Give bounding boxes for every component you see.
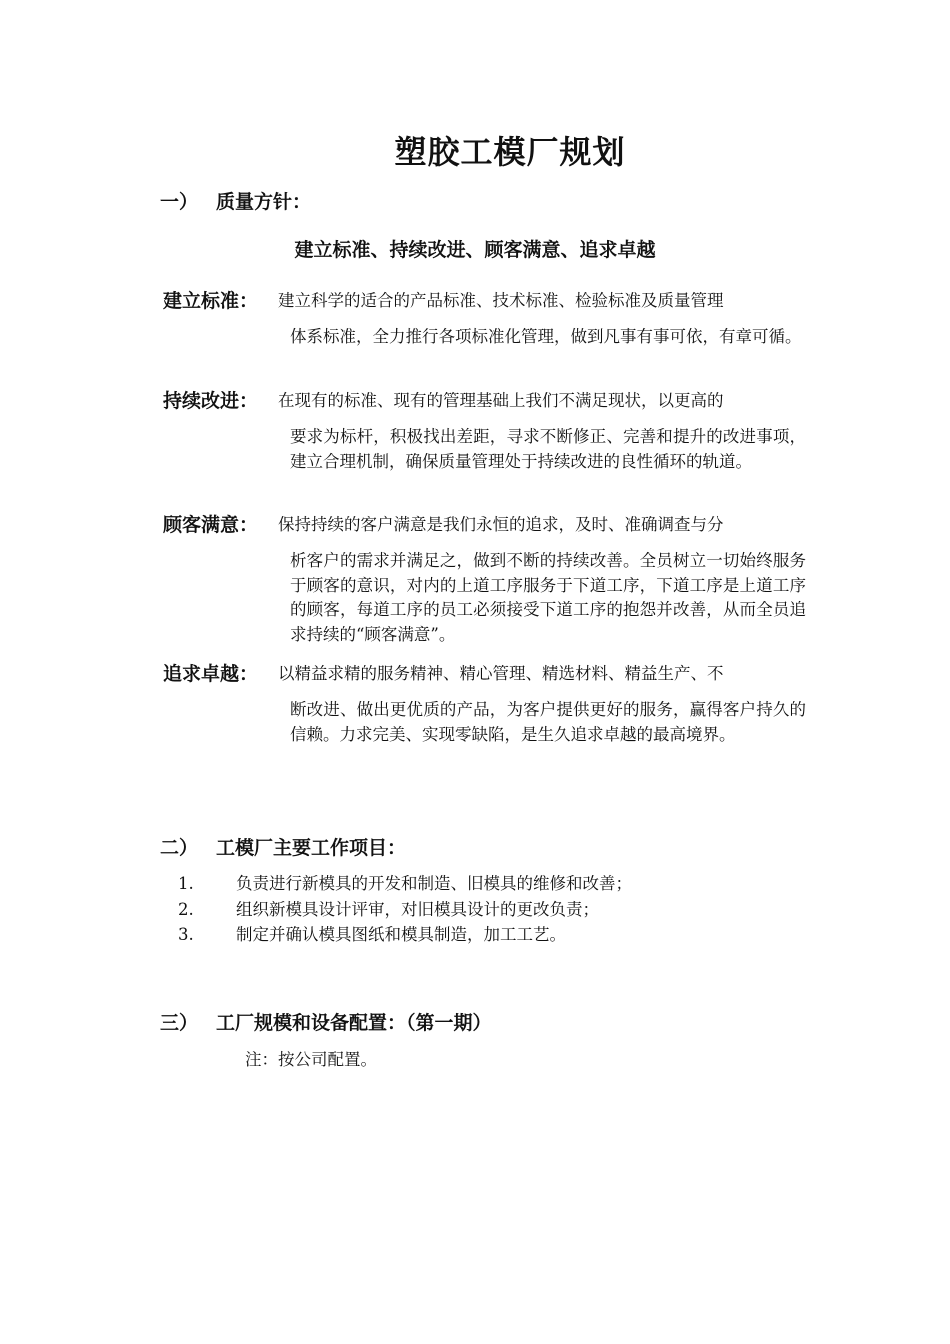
policy-text-improvement-line1: 在现有的标准、现有的管理基础上我们不满足现状，以更高的 [278, 391, 724, 410]
section-2-number: 二） [160, 837, 199, 859]
work-item-text: 负责进行新模具的开发和制造、旧模具的维修和改善； [236, 874, 632, 893]
policy-text-satisfaction-body: 析客户的需求并满足之，做到不断的持续改善。全员树立一切始终服务于顾客的意识，对内的上道工序服务于下道工序，下道工序是上道工序的顾客，每道工序的员工必须接受下道工序的抱怨并改善，从而全员追求持续的“顾客满意”。 [290, 551, 806, 644]
config-note: 注：按公司配置。 [245, 1050, 377, 1069]
section-3-number: 三） [160, 1012, 199, 1034]
policy-text-standards-body: 体系标准，全力推行各项标准化管理，做到凡事有事可依，有章可循。 [290, 327, 802, 346]
document-title: 塑胶工模厂规划 [394, 133, 626, 171]
policy-term-satisfaction: 顾客满意： [163, 514, 259, 536]
work-item-number: 2. [178, 900, 194, 919]
policy-text-satisfaction-line1: 保持持续的客户满意是我们永恒的追求，及时、准确调查与分 [278, 515, 724, 534]
section-1-number: 一） [160, 191, 199, 213]
policy-text-excellence-body: 断改进、做出更优质的产品，为客户提供更好的服务，赢得客户持久的信赖。力求完美、实现零缺陷，是生久追求卓越的最高境界。 [290, 700, 806, 744]
section-3-heading: 工厂规模和设备配置：（第一期） [216, 1012, 492, 1034]
work-item-number: 1. [178, 874, 194, 893]
policy-term-standards: 建立标准： [163, 290, 259, 312]
quality-policy-slogan: 建立标准、持续改进、顾客满意、追求卓越 [294, 239, 656, 261]
section-2-heading: 工模厂主要工作项目： [216, 837, 407, 859]
policy-text-excellence-line1: 以精益求精的服务精神、精心管理、精选材料、精益生产、不 [278, 664, 724, 683]
work-item-text: 组织新模具设计评审，对旧模具设计的更改负责； [236, 900, 599, 919]
section-1-heading: 质量方针： [216, 191, 312, 213]
work-item-text: 制定并确认模具图纸和模具制造，加工工艺。 [236, 925, 566, 944]
work-item-number: 3. [178, 925, 194, 944]
policy-text-improvement-body: 要求为标杆，积极找出差距，寻求不断修正、完善和提升的改进事项，建立合理机制，确保质量管理处于持续改进的良性循环的轨道。 [290, 427, 806, 471]
policy-term-excellence: 追求卓越： [163, 663, 259, 685]
policy-text-standards-line1: 建立科学的适合的产品标准、技术标准、检验标准及质量管理 [278, 291, 724, 310]
policy-term-improvement: 持续改进： [163, 390, 259, 412]
